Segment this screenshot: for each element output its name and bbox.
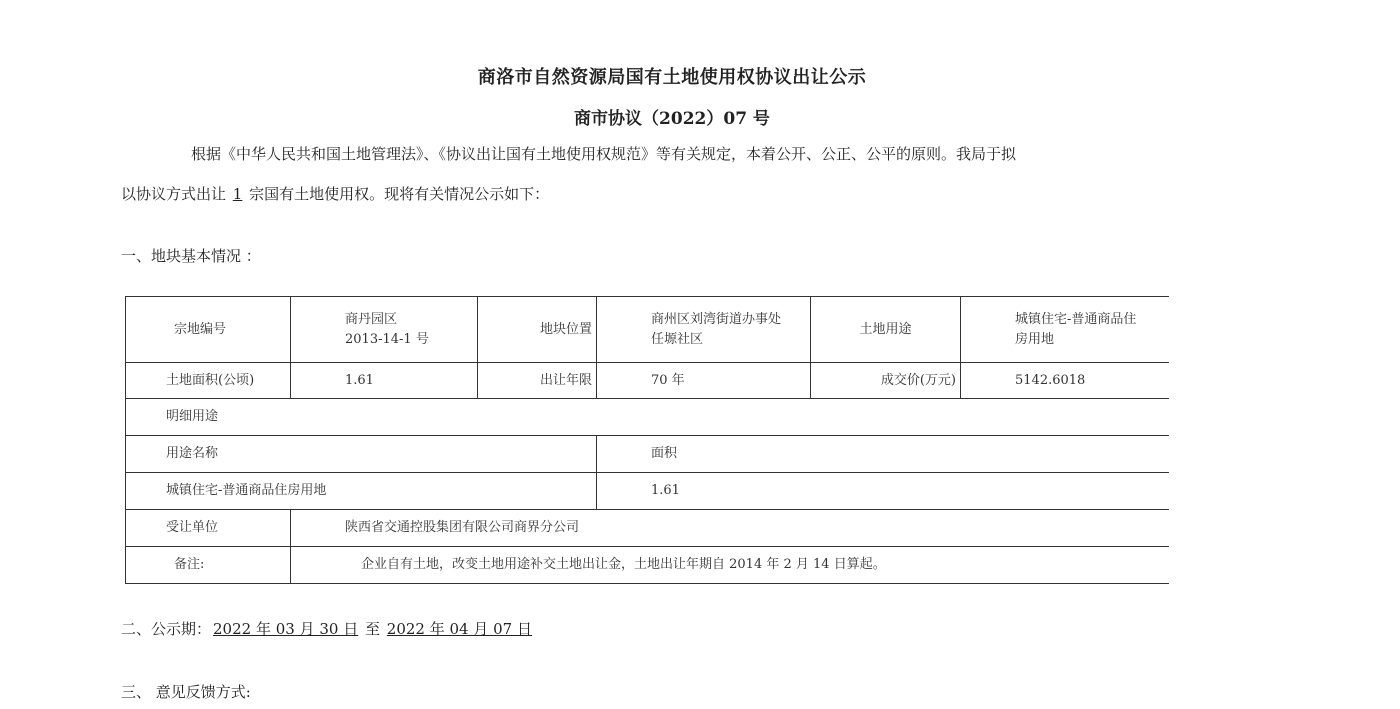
table-row bbox=[126, 363, 1169, 399]
table-row bbox=[126, 436, 1169, 473]
area-label: 土地面积(公顷) bbox=[126, 363, 291, 399]
period-start-date: 2022 年 03 月 30 日 bbox=[213, 620, 359, 638]
land-use-value bbox=[961, 297, 1169, 363]
intro-line-1: 根据《中华人民共和国土地管理法》、《协议出让国有土地使用权规范》等有关规定，本着公开、公正、公平的原则。我局于拟 bbox=[191, 145, 1017, 163]
detail-use-heading: 明细用途 bbox=[126, 399, 1169, 436]
location-label: 地块位置 bbox=[478, 297, 597, 363]
table-row bbox=[126, 399, 1169, 436]
detail-area: 1.61 bbox=[597, 473, 1169, 510]
transferee-label: 受让单位 bbox=[126, 510, 291, 547]
parcel-no-line-1: 商丹园区 bbox=[345, 311, 398, 327]
transferee-value: 陕西省交通控股集团有限公司商界分公司 bbox=[291, 510, 1169, 547]
area-header: 面积 bbox=[597, 436, 1169, 473]
land-use-line-1: 城镇住宅-普通商品住 bbox=[1015, 311, 1137, 327]
use-name-header: 用途名称 bbox=[126, 436, 597, 473]
document-number: 商市协议（2022）07 号 bbox=[574, 109, 770, 129]
price-value: 5142.6018 bbox=[961, 363, 1169, 399]
period-end-date: 2022 年 04 月 07 日 bbox=[386, 620, 532, 638]
term-value: 70 年 bbox=[597, 363, 811, 399]
land-use-line-2: 房用地 bbox=[1015, 331, 1055, 347]
intro-line-2 bbox=[121, 184, 1181, 204]
location-line-1: 商州区刘湾街道办事处 bbox=[651, 311, 782, 327]
document-title: 商洛市自然资源局国有土地使用权协议出让公示 bbox=[477, 67, 867, 88]
parcel-no-line-2: 2013-14-1 号 bbox=[345, 331, 429, 347]
term-label: 出让年限 bbox=[478, 363, 597, 399]
remark-value: 企业自有土地，改变土地用途补交土地出让金，土地出让年期自 2014 年 2 月 14 日算起。 bbox=[291, 547, 1169, 584]
intro-suffix: 宗国有土地使用权。现将有关情况公示如下： bbox=[249, 185, 550, 203]
section-2-publicity-period bbox=[121, 619, 1181, 639]
table-row bbox=[126, 547, 1169, 584]
table-row bbox=[126, 473, 1169, 510]
price-label: 成交价(万元) bbox=[811, 363, 961, 399]
remark-label: 备注: bbox=[126, 547, 291, 584]
location-value bbox=[597, 297, 811, 363]
parcel-count: 1 bbox=[232, 185, 243, 203]
location-line-2: 任塬社区 bbox=[651, 331, 704, 347]
table-row bbox=[126, 510, 1169, 547]
land-use-label: 土地用途 bbox=[811, 297, 961, 363]
section-1-heading: 一、地块基本情况 ： bbox=[121, 247, 261, 265]
table-row bbox=[126, 297, 1169, 363]
detail-use-name: 城镇住宅-普通商品住房用地 bbox=[126, 473, 597, 510]
intro-prefix: 以协议方式出让 bbox=[121, 185, 227, 203]
parcel-no-label: 宗地编号 bbox=[126, 297, 291, 363]
section-3-heading: 三、 意见反馈方式: bbox=[121, 683, 251, 701]
publicity-label: 二、公示期： bbox=[121, 620, 212, 638]
period-to: 至 bbox=[365, 620, 381, 638]
area-value: 1.61 bbox=[291, 363, 478, 399]
parcel-info-table bbox=[125, 296, 1169, 584]
parcel-no-value bbox=[291, 297, 478, 363]
